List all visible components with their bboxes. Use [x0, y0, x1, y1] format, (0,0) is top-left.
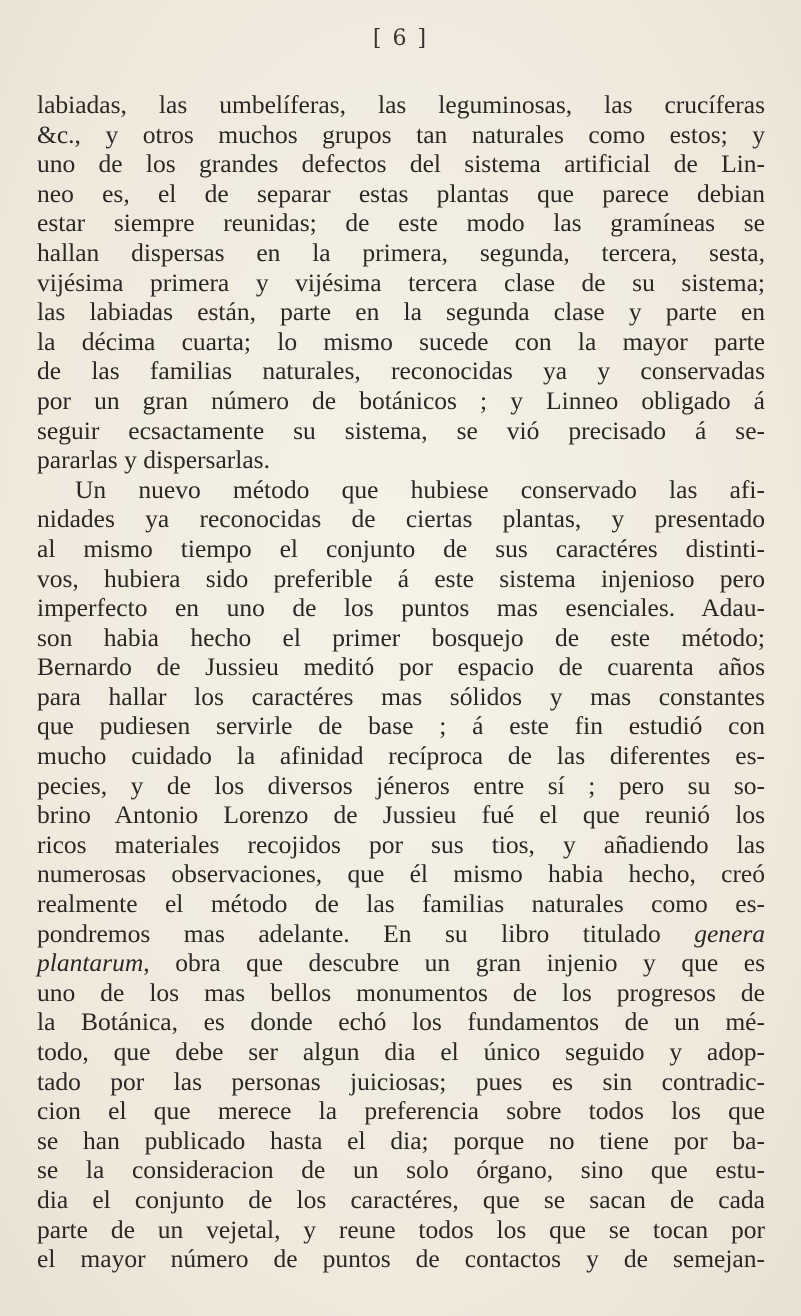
paragraph-2	[37, 475, 765, 1274]
text-line: realmente el método de las familias naturales como es-	[37, 889, 765, 919]
text-line: la décima cuarta; lo mismo sucede con la mayor parte	[37, 326, 765, 356]
paragraph-1	[37, 90, 765, 475]
text-line: estar siempre reunidas; de este modo las gramíneas se	[37, 208, 765, 238]
text-line: parte de un vejetal, y reune todos los que se tocan por	[37, 1214, 765, 1244]
text-line: son habia hecho el primer bosquejo de este método;	[37, 622, 765, 652]
text-line: de las familias naturales, reconocidas ya y conservadas	[37, 356, 765, 386]
text-line: se la consideracion de un solo órgano, sino que estu-	[37, 1155, 765, 1185]
text-line: tado por las personas juiciosas; pues es sin contradic-	[37, 1066, 765, 1096]
text-line: pararlas y dispersarlas.	[37, 445, 270, 475]
line-text: , obra que descubre un gran injenio y que es	[143, 948, 765, 978]
page-number: [ 6 ]	[372, 26, 429, 51]
text-line: brino Antonio Lorenzo de Jussieu fué el que reunió los	[37, 800, 765, 830]
text-line: por un gran número de botánicos ; y Linneo obligado á	[37, 385, 765, 415]
text-line: mucho cuidado la afinidad recíproca de las diferentes es-	[37, 741, 765, 771]
text-line: vijésima primera y vijésima tercera clase de su sistema;	[37, 267, 765, 297]
text-line: que pudiesen servirle de base ; á este fin estudió con	[37, 711, 765, 741]
text-line: labiadas, las umbelíferas, las leguminosas, las crucíferas	[37, 90, 765, 119]
text-line: uno de los mas bellos monumentos de los progresos de	[37, 977, 765, 1007]
line-text: pondremos mas adelante. En su libro titulado	[37, 918, 661, 948]
text-line: hallan dispersas en la primera, segunda, tercera, sesta,	[37, 237, 765, 267]
text-line: seguir ecsactamente su sistema, se vió precisado á se-	[37, 415, 765, 445]
text-line: cion el que merece la preferencia sobre todos los que	[37, 1096, 765, 1126]
text-line: Un nuevo método que hubiese conservado las afi-	[75, 474, 765, 504]
text-line: uno de los grandes defectos del sistema artificial de Lin-	[37, 149, 765, 179]
text-line: las labiadas están, parte en la segunda clase y parte en	[37, 297, 765, 327]
text-line: numerosas observaciones, que él mismo habia hecho, creó	[37, 859, 765, 889]
text-line: para hallar los caractéres mas sólidos y mas constantes	[37, 681, 765, 711]
text-line: la Botánica, es donde echó los fundamentos de un mé-	[37, 1007, 765, 1037]
text-line: pecies, y de los diversos jéneros entre sí ; pero su so-	[37, 770, 765, 800]
text-line: dia el conjunto de los caractéres, que se sacan de cada	[37, 1184, 765, 1214]
text-line-with-italic	[37, 948, 765, 978]
text-line: el mayor número de puntos de contactos y de semejan-	[37, 1244, 765, 1274]
text-line: se han publicado hasta el dia; porque no tiene por ba-	[37, 1125, 765, 1155]
text-line: al mismo tiempo el conjunto de sus caractéres distinti-	[37, 533, 765, 563]
italic-title-word: plantarum	[37, 948, 144, 978]
text-line-with-italic	[37, 919, 765, 949]
text-line: imperfecto en uno de los puntos mas esenciales. Adau-	[37, 593, 765, 623]
text-line: nidades ya reconocidas de ciertas plantas, y presentado	[37, 504, 765, 534]
italic-title-word: genera	[694, 918, 766, 948]
text-line: vos, hubiera sido preferible á este sistema injenioso pero	[37, 563, 765, 593]
text-line: todo, que debe ser algun dia el único seguido y adop-	[37, 1037, 765, 1066]
text-line: neo es, el de separar estas plantas que parece debian	[37, 178, 765, 208]
text-line: &c., y otros muchos grupos tan naturales como estos; y	[37, 119, 765, 149]
text-line: Bernardo de Jussieu meditó por espacio de cuarenta años	[37, 652, 765, 682]
text-line: ricos materiales recojidos por sus tios, y añadiendo las	[37, 829, 765, 859]
body-text	[37, 90, 765, 1274]
